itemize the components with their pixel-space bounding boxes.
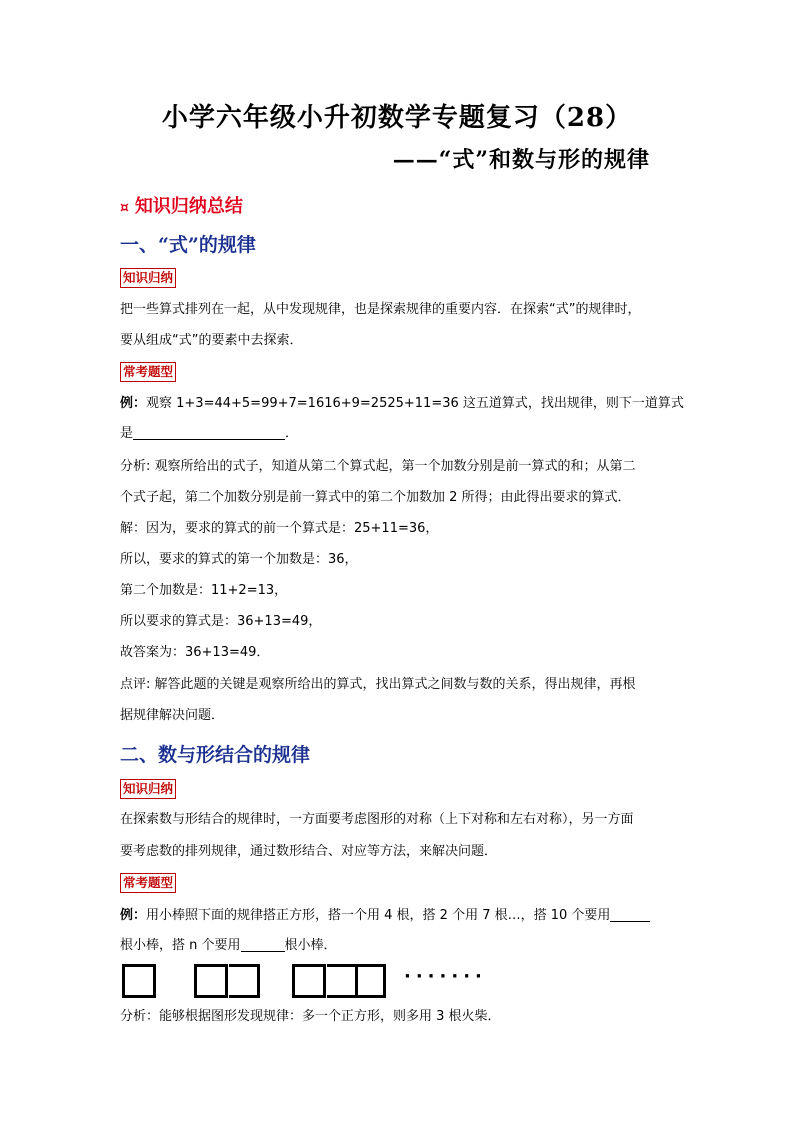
page-title: 小学六年级小升初数学专题复习（28）	[161, 103, 633, 133]
section2-knowledge-tag: 知识归纳	[120, 779, 176, 799]
section2-knowledge-line: 要考虑数的排列规律，通过数形结合、对应等方法，来解决问题．	[120, 844, 498, 859]
section2-heading: 二、数与形结合的规律	[120, 744, 311, 766]
section2-question-tag: 常考题型	[120, 873, 176, 893]
comment-line: 据规律解决问题．	[120, 708, 225, 723]
matchstick-square	[229, 964, 260, 998]
example-lead: 例：	[120, 396, 147, 411]
matchstick-squares-figure	[122, 964, 502, 1000]
section2-example-line	[120, 907, 680, 925]
answer-blank	[133, 425, 285, 440]
solution-line: 解：因为，要求的算式的前一个算式是：25+11=36，	[120, 521, 439, 536]
currency-sign-icon: ¤	[120, 200, 129, 216]
page-subtitle: ——“式”和数与形的规律	[392, 147, 650, 173]
matchstick-square	[327, 964, 358, 998]
solution-line: 所以要求的算式是：36+13=49，	[120, 614, 322, 629]
summary-label: 知识归纳总结	[134, 196, 243, 217]
answer-text: 根小棒，搭 n 个要用	[120, 938, 241, 953]
matchstick-square	[355, 964, 386, 998]
section1-example-line	[120, 395, 684, 413]
section2-example-answer-line	[120, 937, 680, 955]
solution-line: 故答案为：36+13=49．	[120, 645, 270, 660]
example-lead: 例：	[120, 908, 147, 923]
section1-knowledge-line: 把一些算式排列在一起，从中发现规律，也是探索规律的重要内容．在探索“式”的规律时，	[120, 302, 641, 317]
matchstick-square	[292, 964, 326, 998]
answer-suffix: ．	[285, 426, 299, 441]
section1-heading: 一、“式”的规律	[120, 234, 256, 256]
section1-question-tag: 常考题型	[120, 362, 176, 382]
continuation-dots: ·······	[404, 966, 487, 987]
section1-example-answer-line	[120, 425, 680, 443]
section1-knowledge-line: 要从组成“式”的要素中去探索．	[120, 333, 303, 348]
answer-prefix: 是	[120, 426, 134, 441]
section1-knowledge-tag: 知识归纳	[120, 268, 176, 288]
solution-line: 所以，要求的算式的第一个加数是：36，	[120, 552, 358, 567]
answer-text: 根小棒．	[284, 938, 337, 953]
example-text: 用小棒照下面的规律搭正方形，搭一个用 4 根，搭 2 个用 7 根…，搭 10 个要用	[146, 908, 611, 923]
example-text: 观察 1+3=44+5=99+7=1616+9=2525+11=36 这五道算式，找出规律，则下一道算式	[146, 396, 684, 411]
matchstick-square	[194, 964, 228, 998]
section2-analysis-line: 分析：能够根据图形发现规律：多一个正方形，则多用 3 根火柴．	[120, 1009, 501, 1024]
analysis-line: 分析: 观察所给出的式子，知道从第二个算式起，第一个加数分别是前一算式的和；从第二	[120, 459, 636, 474]
summary-heading	[120, 192, 243, 218]
section2-knowledge-line: 在探索数与形结合的规律时，一方面要考虑图形的对称（上下对称和左右对称），另一方面	[120, 812, 634, 827]
solution-line: 第二个加数是：11+2=13，	[120, 583, 288, 598]
answer-blank	[241, 937, 285, 952]
answer-blank	[610, 907, 650, 922]
comment-line: 点评: 解答此题的关键是观察所给出的算式，找出算式之间数与数的关系，得出规律，再根	[120, 677, 636, 692]
matchstick-square	[122, 964, 156, 998]
analysis-line: 个式子起，第二个加数分别是前一算式中的第二个加数加 2 所得；由此得出要求的算式．	[120, 490, 631, 505]
